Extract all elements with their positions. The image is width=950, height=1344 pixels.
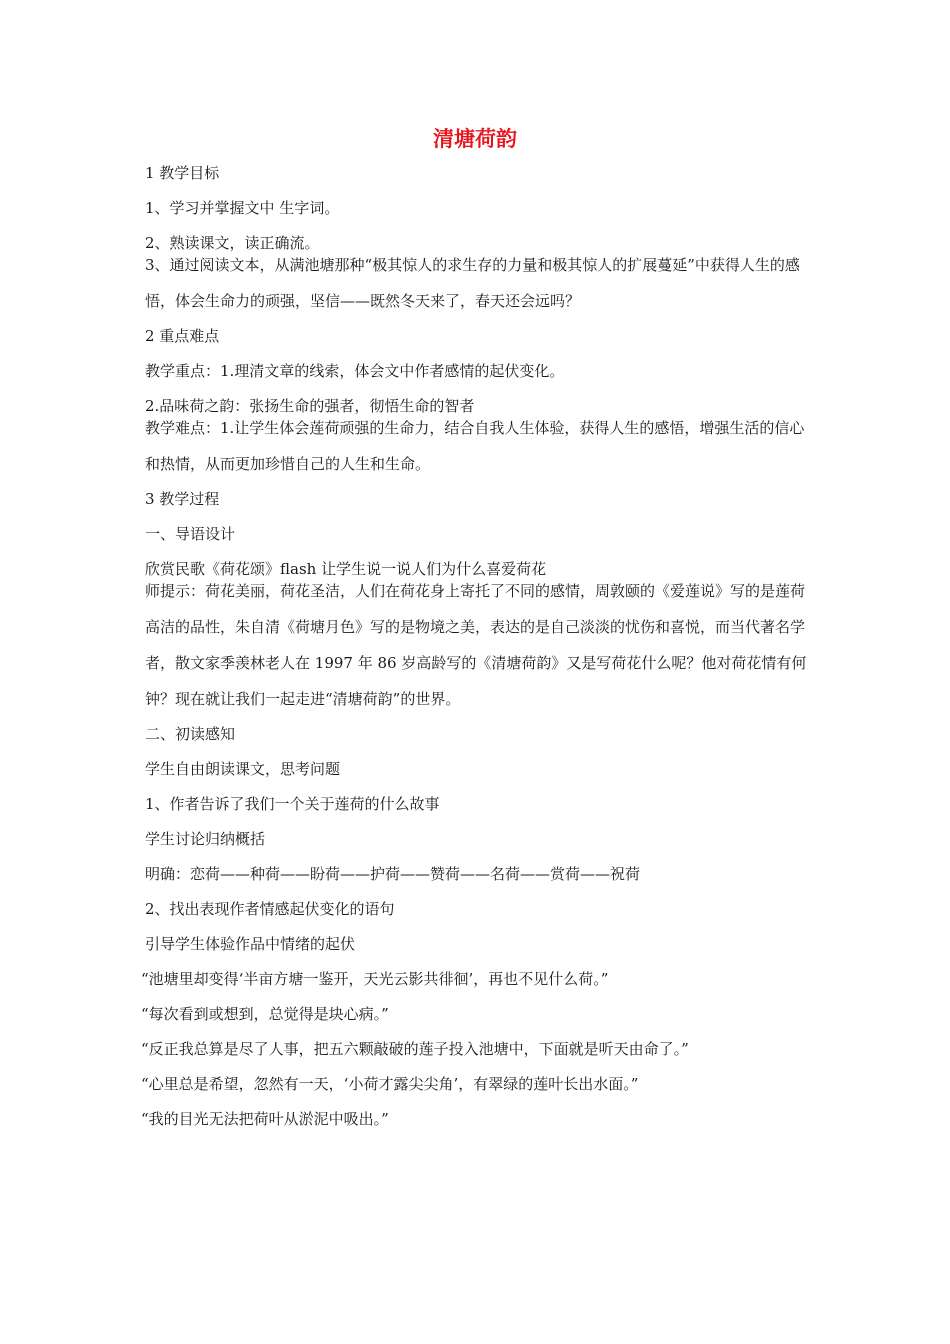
section-heading: 2 重点难点 <box>145 327 220 345</box>
paragraph: 2、找出表现作者情感起伏变化的语句 <box>145 900 395 918</box>
section-heading: 1 教学目标 <box>145 164 220 182</box>
paragraph: 1、学习并掌握文中 生字词。 <box>145 199 340 217</box>
paragraph: 引导学生体验作品中情绪的起伏 <box>145 935 356 953</box>
paragraph: 1、作者告诉了我们一个关于莲荷的什么故事 <box>145 795 440 813</box>
paragraph: 2.品味荷之韵：张扬生命的强者，彻悟生命的智者 <box>145 397 475 415</box>
quote: “每次看到或想到，总觉得是块心病。” <box>141 1005 389 1023</box>
document-body <box>141 162 810 1130</box>
paragraph: 学生讨论归纳概括 <box>145 830 266 848</box>
paragraph: 教学难点：1.让学生体会莲荷顽强的生命力，结合自我人生体验，获得人生的感悟，增强生活的信心和热情，从而更加珍惜自己的人生和生命。 <box>145 419 805 473</box>
paragraph: 教学重点：1.理清文章的线索，体会文中作者感情的起伏变化。 <box>145 362 565 380</box>
paragraph: 2、熟读课文，读正确流。 <box>145 234 320 252</box>
paragraph: 明确：恋荷——种荷——盼荷——护荷——赞荷——名荷——赏荷——祝荷 <box>145 865 641 883</box>
document-title: 清塘荷韵 <box>433 127 517 151</box>
section-heading: 3 教学过程 <box>145 490 220 508</box>
subheading: 一、导语设计 <box>145 525 236 543</box>
quote: “我的目光无法把荷叶从淤泥中吸出。” <box>141 1110 389 1128</box>
paragraph: 师提示：荷花美丽，荷花圣洁，人们在荷花身上寄托了不同的感情，周敦颐的《爱莲说》写的是莲荷高洁的品性，朱自清《荷塘月色》写的是物境之美，表达的是自己淡淡的忧伤和喜悦，而当代著名学者，散文家季羡林老人在 1997 年 86 岁高龄写的《清塘荷韵》又是写荷花什么呢？他对荷花情有何钟？现在就让我们一起走进“清塘荷韵”的世界。 <box>145 582 807 708</box>
subheading: 二、初读感知 <box>145 725 236 743</box>
paragraph: 学生自由朗读课文，思考问题 <box>145 760 341 778</box>
quote: “反正我总算是尽了人事，把五六颗敲破的莲子投入池塘中，下面就是听天由命了。” <box>141 1040 689 1058</box>
paragraph: 3、通过阅读文本，从满池塘那种“极其惊人的求生存的力量和极其惊人的扩展蔓延”中获得人生的感悟，体会生命力的顽强，坚信——既然冬天来了，春天还会远吗？ <box>145 256 800 310</box>
quote: “心里总是希望，忽然有一天，‘小荷才露尖尖角’，有翠绿的莲叶长出水面。” <box>141 1075 639 1093</box>
paragraph: 欣赏民歌《荷花颂》flash 让学生说一说人们为什么喜爱荷花 <box>145 560 547 578</box>
quote: “池塘里却变得‘半亩方塘一鉴开，天光云影共徘徊’，再也不见什么荷。” <box>141 970 609 988</box>
